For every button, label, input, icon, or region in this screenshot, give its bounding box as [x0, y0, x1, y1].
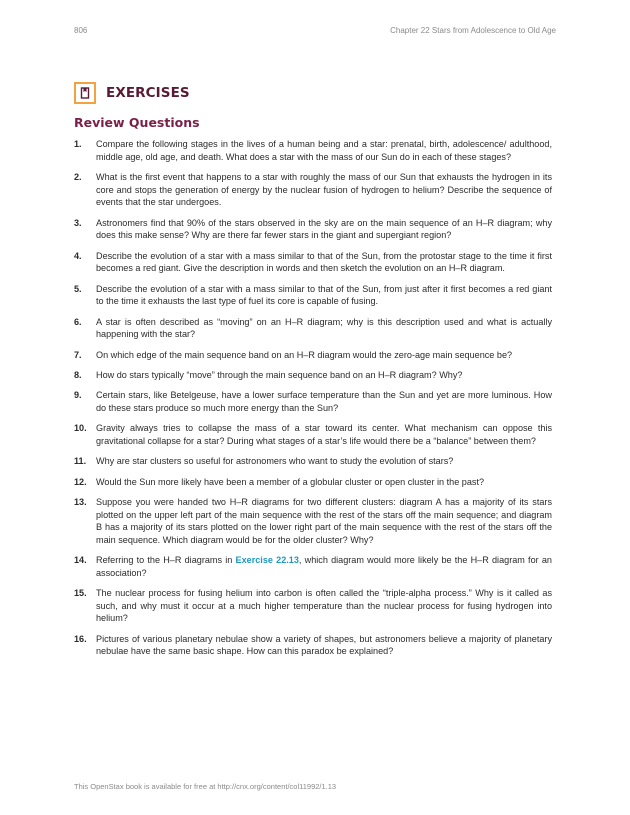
question-number: 11. [74, 456, 87, 467]
book-icon [74, 82, 96, 104]
question-number: 14. [74, 555, 87, 566]
question-number: 4. [74, 250, 82, 261]
question-item [74, 316, 552, 341]
question-number: 3. [74, 217, 82, 228]
question-item [74, 476, 552, 489]
exercise-link[interactable]: Exercise 22.13 [235, 555, 299, 566]
question-item [74, 250, 552, 275]
question-number: 5. [74, 283, 82, 294]
question-text: Certain stars, like Betelgeuse, have a lower surface temperature than the Sun and yet are more luminous. How do these stars produce so much more energy than the Sun? [96, 390, 552, 413]
question-item [74, 496, 552, 546]
question-text-after: , which diagram would more likely be the H–R diagram for an association? [96, 555, 552, 578]
question-text: Compare the following stages in the lives of a human being and a star: prenatal, birth, adolescence/ adulthood, middle age, old age, and death. What does a star with the mass of our Sun do in each of these stages? [96, 139, 552, 162]
question-number: 13. [74, 497, 87, 508]
page-footer: This OpenStax book is available for free at http://cnx.org/content/col11992/1.13 [74, 782, 337, 791]
question-item [74, 171, 552, 209]
page-number: 806 [74, 26, 88, 35]
question-item [74, 389, 552, 414]
question-text: Describe the evolution of a star with a mass similar to that of the Sun, from the protostar stage to the time it first becomes a red giant. Give the description in words and then sketch the evolution on an H–R diagram. [96, 250, 552, 274]
question-text: Describe the evolution of a star with a mass similar to that of the Sun, from just after it first becomes a red giant to the time it exhausts the last type of fuel its core is capable of fusing. [96, 283, 552, 307]
question-text: On which edge of the main sequence band on an H–R diagram would the zero-age main sequence be? [96, 349, 513, 360]
exercises-title: EXERCISES [106, 85, 190, 101]
chapter-title: Chapter 22 Stars from Adolescence to Old Age [390, 26, 556, 35]
question-number: 10. [74, 423, 87, 434]
question-item [74, 633, 552, 658]
question-text: Pictures of various planetary nebulae show a variety of shapes, but astronomers believe a majority of planetary nebulae have the same basic shape. How can this paradox be explained? [96, 633, 552, 657]
question-number: 8. [74, 369, 82, 380]
question-number: 7. [74, 349, 82, 360]
question-text: Would the Sun more likely have been a member of a globular cluster or open cluster in the past? [96, 476, 485, 487]
question-text: Why are star clusters so useful for astronomers who want to study the evolution of stars? [96, 456, 454, 467]
question-item [74, 369, 552, 382]
question-text: How do stars typically “move” through the main sequence band on an H–R diagram? Why? [96, 369, 463, 380]
question-number: 6. [74, 316, 82, 327]
question-item [74, 217, 552, 242]
question-text: Astronomers find that 90% of the stars observed in the sky are on the main sequence of an H–R diagram; why does this make sense? Why are there far fewer stars in the giant and supergiant region? [96, 217, 552, 241]
question-text: Suppose you were handed two H–R diagrams for two different clusters: diagram A has a majority of its stars plotted on the upper left part of the main sequence with the rest of the stars off the main sequence; and diagram B has a majority of its stars plotted on the lower right part of the main sequence with the rest of the stars off the main sequence. Which diagram would be for the older cluster? Why? [96, 497, 552, 545]
question-text: The nuclear process for fusing helium into carbon is often called the “triple-alpha process.” Why is it called as such, and why must it occur at a much higher temperature than the nuclear process for fusing hydrogen into helium? [96, 588, 552, 624]
question-text: Gravity always tries to collapse the mass of a star toward its center. What mechanism can oppose this gravitational collapse for a star? During what stages of a star’s life would there be a “balance” between them? [96, 423, 552, 446]
exercises-heading [74, 80, 190, 106]
question-item [74, 587, 552, 625]
question-number: 16. [74, 633, 87, 644]
question-text: A star is often described as “moving” on an H–R diagram; why is this description used and what is actually happening with the star? [96, 316, 552, 340]
question-item [74, 455, 552, 468]
question-text: What is the first event that happens to a star with roughly the mass of our Sun that exhausts the hydrogen in its core and stops the generation of energy by the nuclear fusion of hydrogen to helium? Describe the sequence of events that the star undergoes. [96, 171, 552, 208]
question-number: 9. [74, 390, 82, 401]
section-title: Review Questions [74, 115, 200, 130]
question-number: 15. [74, 588, 87, 599]
question-item [74, 283, 552, 308]
question-item [74, 422, 552, 447]
running-header [74, 26, 556, 38]
question-text-before: Referring to the H–R diagrams in [96, 555, 236, 566]
question-number: 2. [74, 171, 82, 182]
question-number: 12. [74, 476, 87, 487]
question-item [74, 554, 552, 579]
question-number: 1. [74, 139, 82, 149]
question-list [74, 138, 552, 666]
question-item [74, 138, 552, 163]
question-item [74, 349, 552, 362]
